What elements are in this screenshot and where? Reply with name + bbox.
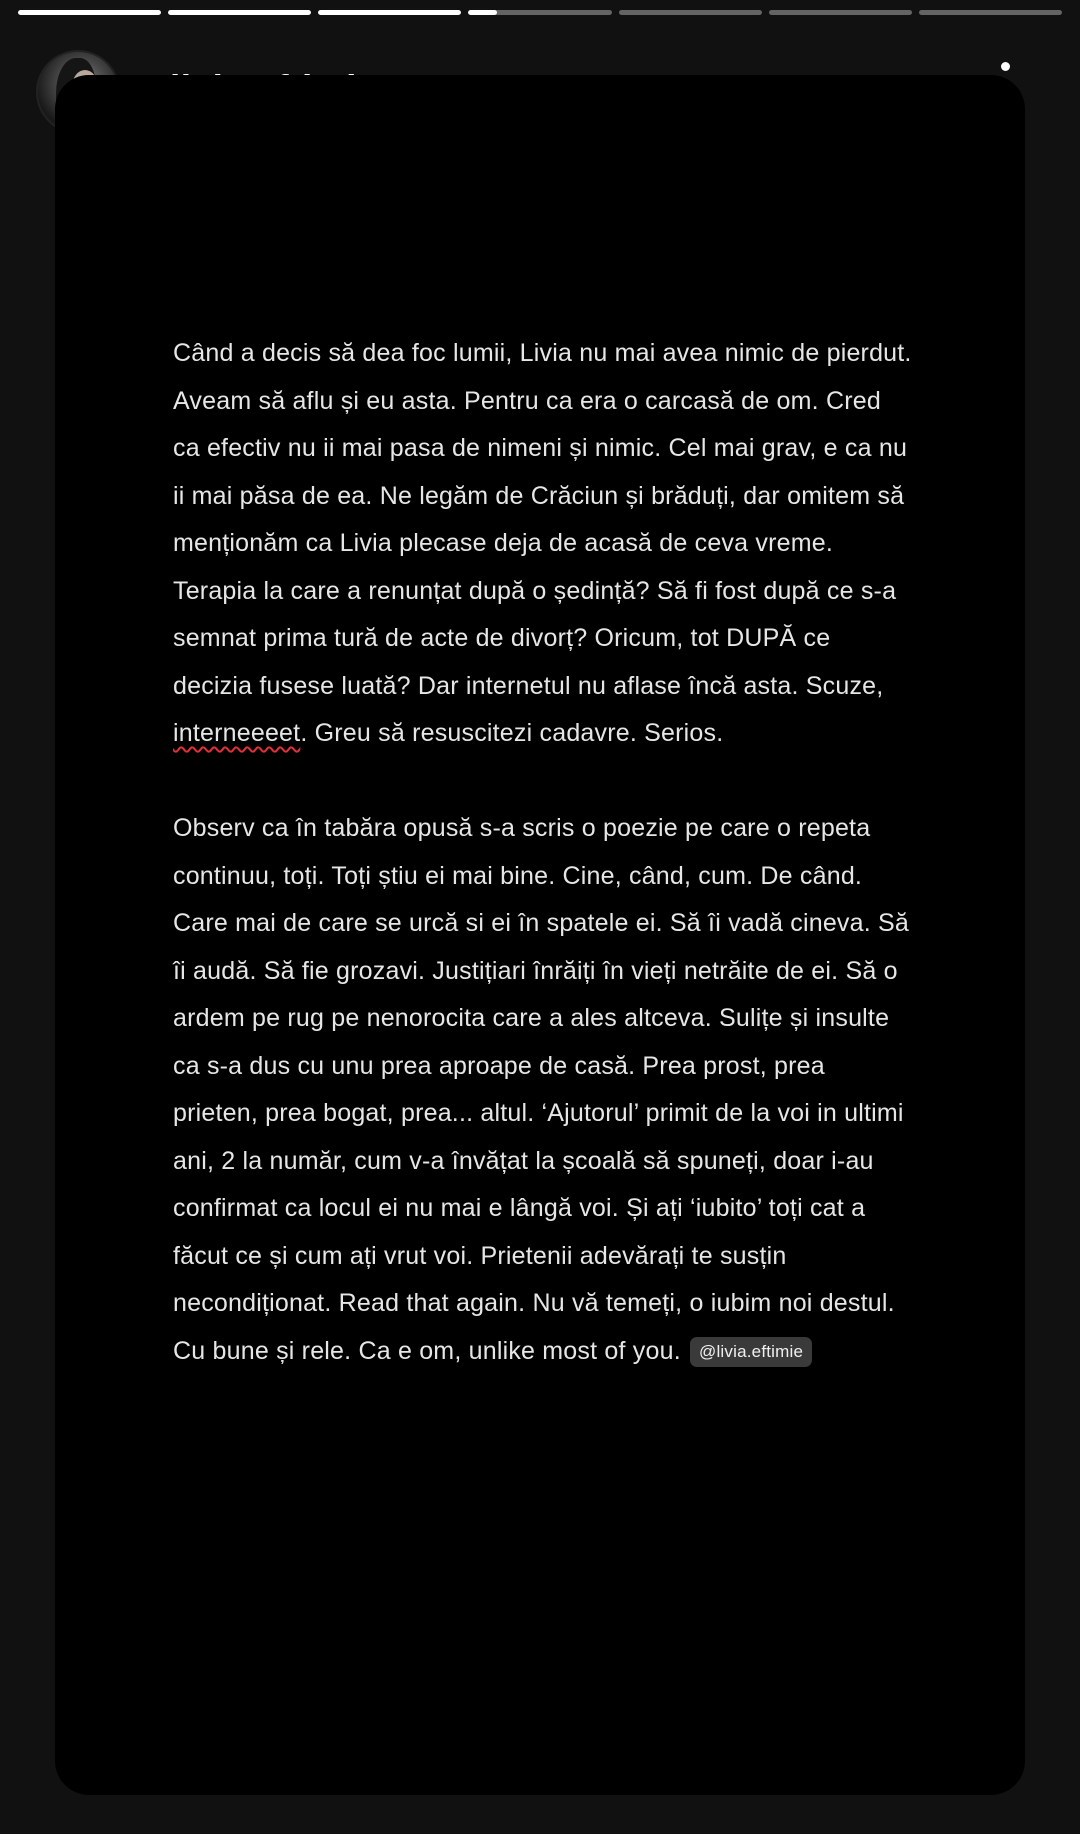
progress-segment-fill (318, 10, 461, 15)
progress-segment (468, 10, 611, 15)
progress-segment-fill (468, 10, 497, 15)
progress-segment-fill (168, 10, 311, 15)
more-vertical-icon (1001, 62, 1010, 71)
story-text-body (173, 330, 913, 1375)
progress-segment (318, 10, 461, 15)
mention-sticker[interactable]: @livia.eftimie (690, 1337, 812, 1367)
progress-segment (168, 10, 311, 15)
story-paragraph-1: Când a decis să dea foc lumii, Livia nu mai avea nimic de pierdut. Aveam să aflu și eu asta. Pentru ca era o carcasă de om. Cred ca efectiv nu ii mai pasa de nimeni și nimic. Cel mai grav, e ca nu ii mai păsa de ea. Ne legăm de Crăciun și brăduți, dar omitem să menționăm ca Livia plecase deja de acasă de ceva vreme. Terapia la care a renunțat după o ședință? Să fi fost după ce s-a semnat prima tură de acte de divorț? Oricum, tot DUPĂ ce decizia fusese luată? Dar internetul nu aflase încă asta. Scuze, interneeeet. Greu să resuscitezi cadavre. Serios. (173, 339, 912, 747)
progress-segment (769, 10, 912, 15)
story-progress-bar (18, 10, 1062, 15)
progress-segment-fill (18, 10, 161, 15)
misspelled-word: interneeeet (173, 719, 301, 747)
story-paragraph-2: Observ ca în tabăra opusă s-a scris o poezie pe care o repeta continuu, toți. Toți știu ei mai bine. Cine, când, cum. De când. Care mai de care se urcă si ei în spatele ei. Să îi vadă cineva. Să îi audă. Să fie grozavi. Justițiari înrăiți în vieți netrăite de ei. Să o ardem pe rug pe nenorocita care a ales altceva. Sulițe și insulte ca s-a dus cu unu prea aproape de casă. Prea prost, prea prieten, prea bogat, prea... altul. ‘Ajutorul’ primit de la voi in ultimi ani, 2 la număr, cum v-a învățat la școală să spuneți, doar i-au confirmat ca locul ei nu mai e lângă voi. Și ați ‘iubito’ toți cat a făcut ce și cum ați vrut voi. Prietenii adevărați te susțin necondiționat. Read that again. Nu vă temeți, o iubim noi destul. Cu bune și rele. Ca e om, unlike most of you. @livia.eftimie (173, 814, 909, 1365)
progress-segment (919, 10, 1062, 15)
progress-segment (619, 10, 762, 15)
progress-segment (18, 10, 161, 15)
